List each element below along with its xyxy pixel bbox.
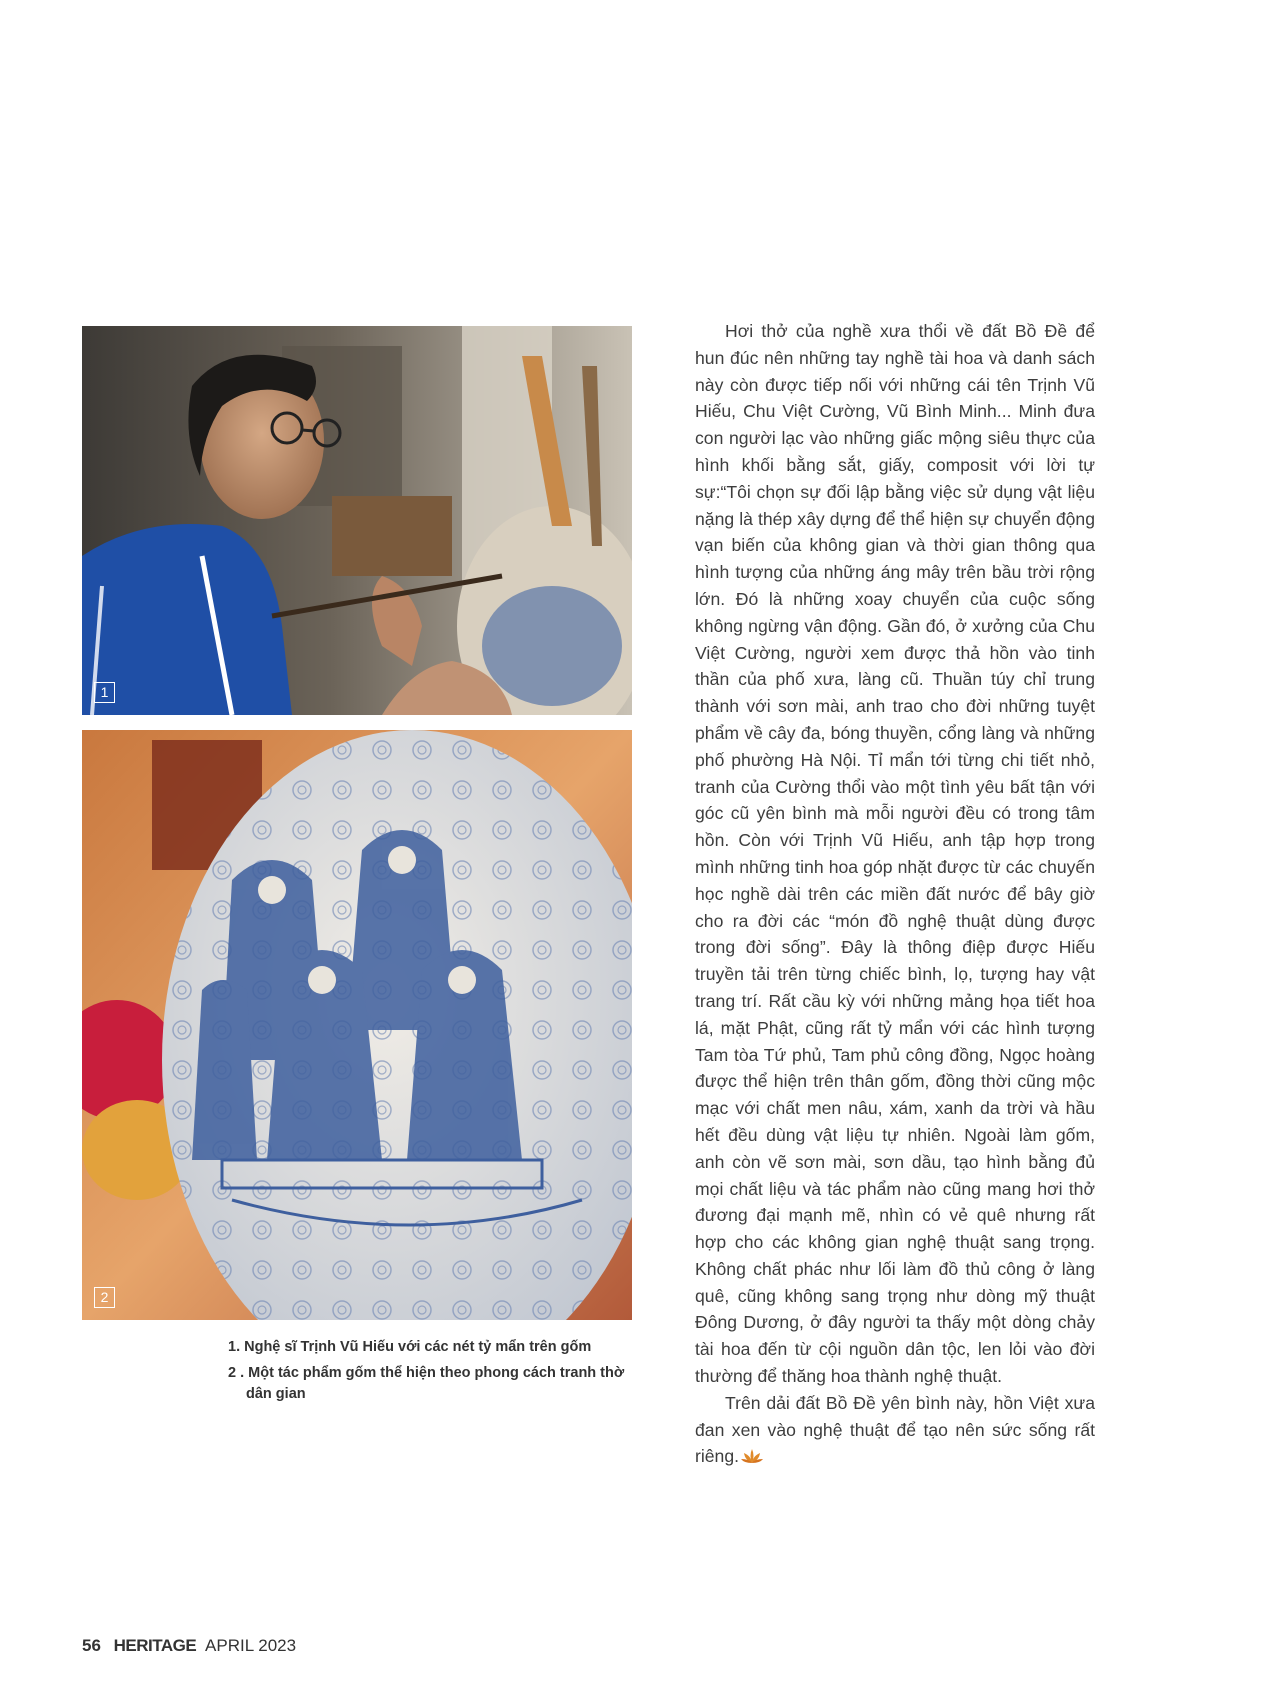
article-paragraph-1: Hơi thở của nghề xưa thổi về đất Bồ Đề để hun đúc nên những tay nghề tài hoa và danh sách này còn được tiếp nối với những cái tên Trịnh Vũ Hiếu, Chu Việt Cường, Vũ Bình Minh... Minh đưa con người lạc vào những giấc mộng siêu thực của hình khối bằng sắt, giấy, composit với lời tự sự:“Tôi chọn sự đối lập bằng việc sử dụng vật liệu nặng là thép xây dựng để thể hiện sự chuyển động vạn biến của không gian và thời gian thông qua hình tượng của những áng mây trên bầu trời rộng lớn. Đó là những xoay chuyển của cuộc sống không ngừng vận động. Gần đó, ở xưởng của Chu Việt Cường, người xem được thả hồn vào tinh thần của phố xưa, làng cũ. Thuần túy chỉ trung thành với sơn mài, anh trao cho đời những tuyệt phẩm về cây đa, bóng thuyền, cổng làng và những phố phường Hà Nội. Tỉ mẩn tới từng chi tiết nhỏ, tranh của Cường thổi vào một tình yêu bất tận với góc cũ yên bình mà mỗi người đều có trong tâm hồn. Còn với Trịnh Vũ Hiếu, anh tập hợp trong mình những tinh hoa góp nhặt được từ các chuyến học nghề dài trên các miền đất nước để bây giờ cho ra đời các “món đồ nghệ thuật dùng được trong đời sống”. Đây là thông điệp được Hiếu truyền tải trên từng chiếc bình, lọ, tượng hay vật trang trí. Rất cầu kỳ với những mảng họa tiết hoa lá, mặt Phật, cũng rất tỷ mẩn với các hình tượng Tam tòa Tứ phủ, Tam phủ công đồng, Ngọc hoàng được thể hiện trên thân gốm, đồng thời cũng mộc mạc với chất men nâu, xám, xanh da trời và hầu hết đều dùng vật liệu tự nhiên. Ngoài làm gốm, anh còn vẽ sơn mài, sơn dầu, tạo hình bằng đủ mọi chất liệu và tác phẩm nào cũng mang hơi thở đương đại mạnh mẽ, nhìn có vẻ quê nhưng rất hợp cho các không gian nghệ thuật sang trọng. Không chất phác như lối làm đồ thủ công ở làng quê, cũng không sang trọng như dòng mỹ thuật Đông Dương, ở đây người ta thấy một dòng chảy tài hoa đến từ cội nguồn dân tộc, len lỏi vào đời thường để thăng hoa thành nghệ thuật. xyxy=(695,321,1095,1387)
page-number: 56 xyxy=(82,1636,101,1655)
magazine-logo: HERITAGE xyxy=(113,1636,197,1655)
photo-number-badge: 2 xyxy=(94,1287,115,1308)
photo-captions xyxy=(228,1337,638,1410)
issue-date: APRIL 2023 xyxy=(205,1636,297,1655)
photo-ceramic-jar xyxy=(82,730,632,1320)
article-body xyxy=(695,318,1095,1470)
article-paragraph-2 xyxy=(695,1390,1095,1470)
artist-photo-illustration xyxy=(82,326,632,715)
photo-number-badge: 1 xyxy=(94,682,115,703)
ceramic-jar-illustration xyxy=(82,730,632,1320)
article-paragraph-2-text: Trên dải đất Bồ Đề yên bình này, hồn Việt xưa đan xen vào nghệ thuật để tạo nên sức sống rất riêng. xyxy=(695,1392,1095,1467)
lotus-end-mark-icon xyxy=(741,1448,763,1464)
caption-1: 1. Nghệ sĩ Trịnh Vũ Hiếu với các nét tỷ mẩn trên gốm xyxy=(228,1339,592,1355)
photo-artist xyxy=(82,326,632,715)
page-footer xyxy=(82,1636,296,1656)
caption-2: 2 . Một tác phẩm gốm thể hiện theo phong cách tranh thờ dân gian xyxy=(228,1365,625,1402)
